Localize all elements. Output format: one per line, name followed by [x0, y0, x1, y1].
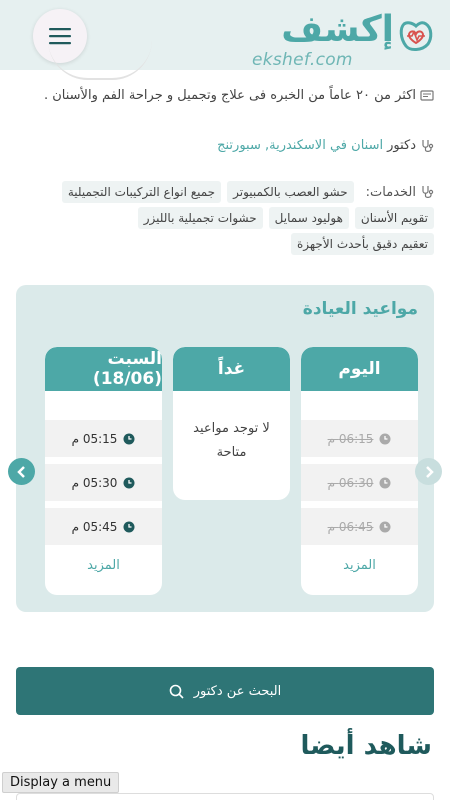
time-slot[interactable] [45, 508, 162, 545]
service-tag: تقويم الأسنان [355, 207, 434, 229]
services-label-row [366, 185, 434, 200]
experience-row [44, 88, 434, 103]
specialty-link[interactable] [217, 138, 383, 153]
appointments-title: مواعيد العيادة [302, 299, 418, 319]
service-tag: جميع انواع التركيبات التجميلية [62, 181, 221, 203]
slot-time: 06:15 م [327, 431, 374, 446]
time-slot [301, 508, 418, 545]
clock-icon [379, 477, 391, 489]
services-list [14, 181, 434, 255]
search-button-label: البحث عن دكتور [193, 683, 282, 699]
carousel-next-button[interactable] [415, 458, 442, 485]
clock-icon [123, 477, 135, 489]
slot-time: 06:45 م [327, 519, 374, 534]
slot-time: 05:30 م [71, 475, 118, 490]
slot-spacer [45, 391, 162, 413]
search-doctor-button[interactable] [16, 667, 434, 715]
time-slot [301, 420, 418, 457]
chevron-left-icon [16, 465, 28, 479]
logo[interactable] [252, 9, 432, 70]
more-link[interactable]: المزيد [343, 557, 376, 573]
experience-text: اكثر من ٢٠ عاماً من الخبره فى علاج وتجميل و جراحة الفم والأسنان . [43, 88, 416, 103]
search-icon [169, 684, 184, 699]
related-card[interactable] [16, 793, 434, 800]
tooth-heart-logo-icon [398, 18, 434, 52]
certificate-icon [420, 90, 434, 102]
day-card-tomorrow [173, 347, 290, 500]
more-link[interactable]: المزيد [87, 557, 120, 573]
logo-text-en: ekshef.com [252, 50, 353, 70]
slot-time: 06:30 م [327, 475, 374, 490]
clock-icon [123, 521, 135, 533]
stethoscope-icon [420, 139, 434, 153]
time-slot[interactable] [45, 464, 162, 501]
service-tag: تعقيم دقيق بأحدث الأجهزة [291, 233, 434, 255]
clinic-appointments [16, 285, 434, 612]
time-slot[interactable] [45, 420, 162, 457]
slot-time: 05:15 م [71, 431, 118, 446]
doctor-avatar [48, 40, 152, 80]
day-header: اليوم [301, 347, 418, 391]
slot-spacer [301, 391, 418, 413]
chevron-right-icon [423, 465, 435, 479]
time-slot [301, 464, 418, 501]
slot-time: 05:45 م [71, 519, 118, 534]
day-card-saturday [45, 347, 162, 595]
clock-icon [123, 433, 135, 445]
carousel-prev-button[interactable] [8, 458, 35, 485]
specialty-location: في الاسكندرية, سبورتنج [217, 138, 348, 153]
day-header: غداً [173, 347, 290, 391]
services-label: الخدمات: [365, 184, 416, 200]
specialty-row [217, 138, 434, 153]
menu-tooltip: Display a menu [2, 772, 119, 793]
service-tag: حشوات تجميلية بالليزر [138, 207, 263, 229]
stethoscope-icon [420, 185, 434, 199]
day-header: السبت (18/06) [45, 347, 162, 391]
clock-icon [379, 521, 391, 533]
no-slots-message: لا توجد مواعيد متاحة [193, 421, 270, 460]
service-tag: هوليود سمايل [269, 207, 349, 229]
doctor-title: دكتور [387, 138, 416, 153]
see-also-heading: شاهد أيضا [300, 731, 432, 761]
day-card-today [301, 347, 418, 595]
logo-text-ar: إكشف [281, 9, 394, 50]
specialty-name: اسنان [351, 138, 384, 153]
service-tag: حشو العصب بالكمبيوتر [227, 181, 354, 203]
clock-icon [379, 433, 391, 445]
